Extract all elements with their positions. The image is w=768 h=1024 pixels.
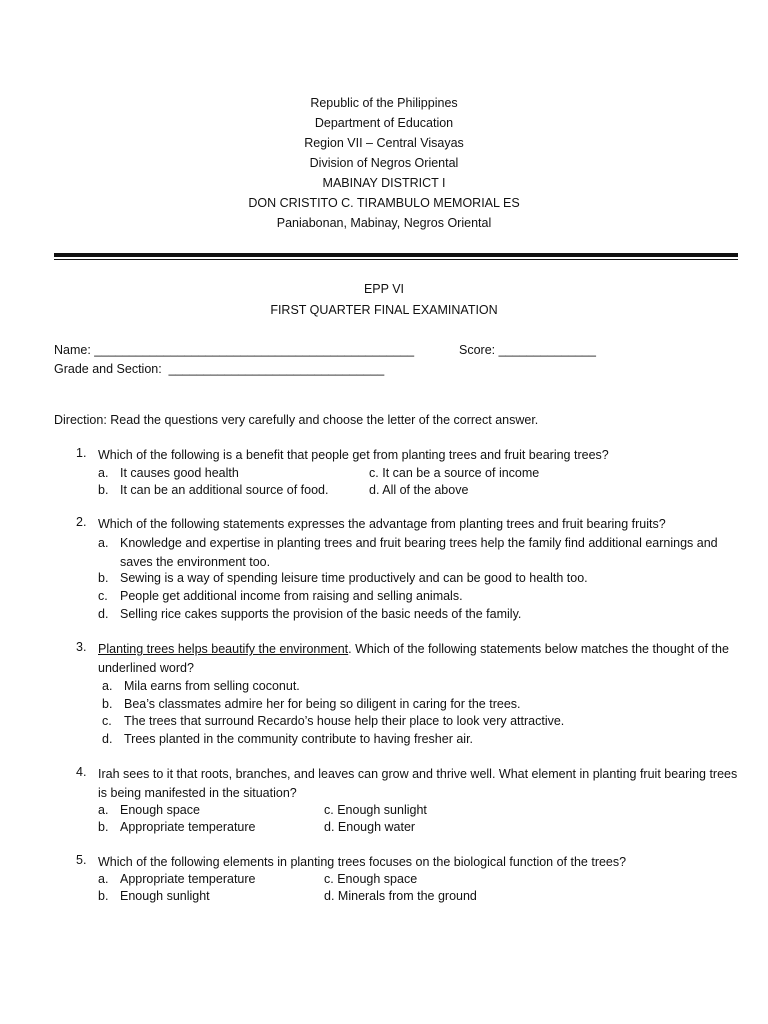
direction-text: Direction: Read the questions very carefully and choose the letter of the correct answer. — [54, 413, 539, 427]
option-text: Enough space — [120, 803, 200, 817]
option-c[interactable] — [98, 588, 463, 605]
option-text: All of the above — [382, 483, 469, 497]
option-text: People get additional income from raising and selling animals. — [120, 589, 463, 603]
option-c[interactable] — [324, 871, 417, 888]
option-text: Knowledge and expertise in planting trees and fruit bearing trees help the family find additional earnings and saves the environment too. — [120, 536, 718, 569]
option-letter: c. — [98, 589, 108, 603]
question-number: 2. — [76, 515, 87, 529]
option-text: Enough sunlight — [337, 803, 427, 817]
option-b[interactable] — [98, 570, 588, 587]
grade-section-field[interactable]: Grade and Section: _______________________________ — [54, 362, 385, 376]
option-d[interactable] — [98, 606, 521, 623]
option-text: The trees that surround Recardo’s house help their place to look very attractive. — [124, 714, 565, 728]
subject-title: EPP VI — [363, 282, 405, 296]
option-d[interactable] — [369, 482, 468, 499]
header-divider-thick — [54, 253, 738, 257]
option-letter: b. — [98, 889, 109, 903]
option-c[interactable] — [102, 713, 564, 730]
header-line: Department of Education — [314, 116, 454, 130]
option-text: It can be a source of income — [382, 466, 540, 480]
option-text: Enough sunlight — [120, 889, 210, 903]
option-text: Bea’s classmates admire her for being so diligent in caring for the trees. — [124, 697, 521, 711]
question-number: 1. — [76, 446, 87, 460]
option-text: Sewing is a way of spending leisure time productively and can be good to health too. — [120, 571, 588, 585]
exam-title — [0, 279, 768, 321]
option-letter: b. — [102, 697, 113, 711]
option-letter: d. — [324, 820, 335, 834]
option-d[interactable] — [324, 819, 415, 836]
option-letter: d. — [98, 607, 109, 621]
option-a[interactable] — [98, 871, 256, 888]
option-letter: c. — [324, 872, 334, 886]
question-number: 5. — [76, 853, 87, 867]
option-b[interactable] — [98, 819, 256, 836]
score-field[interactable]: Score: ______________ — [459, 343, 596, 357]
option-text: Appropriate temperature — [120, 820, 256, 834]
option-text: Selling rice cakes supports the provision of the basic needs of the family. — [120, 607, 522, 621]
option-letter: b. — [98, 483, 109, 497]
option-a[interactable] — [98, 465, 239, 482]
option-text: Appropriate temperature — [120, 872, 256, 886]
option-a[interactable] — [98, 534, 738, 572]
option-letter: b. — [98, 571, 109, 585]
option-letter: d. — [324, 889, 335, 903]
option-text: Enough space — [337, 872, 418, 886]
header-line: DON CRISTITO C. TIRAMBULO MEMORIAL ES — [248, 196, 520, 210]
exam-name: FIRST QUARTER FINAL EXAMINATION — [270, 303, 498, 317]
option-d[interactable] — [324, 888, 477, 905]
option-letter: a. — [98, 536, 109, 550]
name-field[interactable]: Name: ______________________________________________ — [54, 343, 415, 357]
option-a[interactable] — [102, 678, 300, 695]
option-letter: c. — [369, 466, 379, 480]
question-number: 4. — [76, 765, 87, 779]
option-letter: c. — [102, 714, 112, 728]
option-letter: c. — [324, 803, 334, 817]
question-text: Which of the following elements in planting trees focuses on the biological function of the trees? — [98, 855, 627, 869]
option-letter: b. — [98, 820, 109, 834]
option-text: Minerals from the ground — [337, 889, 477, 903]
question-text: Which of the following statements expresses the advantage from planting trees and fruit bearing fruits? — [98, 517, 666, 531]
question-number: 3. — [76, 640, 87, 654]
question-text: Which of the following is a benefit that people get from planting trees and fruit bearing trees? — [98, 448, 609, 462]
header-line: MABINAY DISTRICT I — [322, 176, 446, 190]
underlined-phrase: Planting trees helps beautify the environment — [98, 642, 349, 656]
option-c[interactable] — [369, 465, 539, 482]
question-text-rest: . Which of the following statements below matches the thought of the underlined word? — [98, 642, 729, 675]
option-text: It causes good health — [120, 466, 239, 480]
option-b[interactable] — [98, 482, 328, 499]
option-d[interactable] — [102, 731, 473, 748]
option-text: Enough water — [337, 820, 416, 834]
option-b[interactable] — [98, 888, 210, 905]
option-c[interactable] — [324, 802, 427, 819]
question-text: Irah sees to it that roots, branches, and leaves can grow and thrive well. What element in planting fruit bearing trees is being manifested in the situation? — [98, 767, 738, 800]
option-text: Trees planted in the community contribute to having fresher air. — [124, 732, 474, 746]
option-text: It can be an additional source of food. — [120, 483, 329, 497]
option-text: Mila earns from selling coconut. — [124, 679, 300, 693]
option-letter: d. — [369, 483, 380, 497]
header-line: Region VII – Central Visayas — [304, 136, 464, 150]
header-line: Division of Negros Oriental — [309, 156, 459, 170]
header-line: Republic of the Philippines — [310, 96, 458, 110]
option-letter: a. — [98, 466, 109, 480]
option-a[interactable] — [98, 802, 200, 819]
question-text — [98, 640, 738, 678]
option-letter: d. — [102, 732, 113, 746]
school-header — [0, 93, 768, 233]
option-b[interactable] — [102, 696, 521, 713]
option-letter: a. — [98, 872, 109, 886]
header-line: Paniabonan, Mabinay, Negros Oriental — [276, 216, 492, 230]
option-letter: a. — [102, 679, 113, 693]
option-letter: a. — [98, 803, 109, 817]
header-divider-thin — [54, 259, 738, 260]
